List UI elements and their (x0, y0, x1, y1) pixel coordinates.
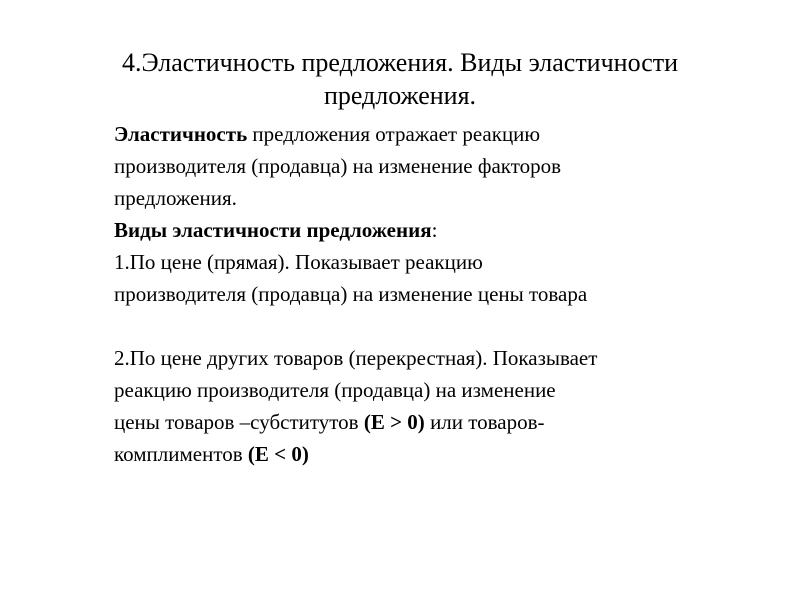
type2-line-1: 2.По цене других товаров (перекрестная). Показывает (114, 346, 598, 370)
slide-title (60, 46, 740, 112)
title-line-2: предложения. (323, 81, 477, 110)
substitutes-condition: (Е > 0) (363, 410, 425, 434)
type2-line-4 (114, 438, 754, 470)
complements-condition: (Е < 0) (247, 442, 309, 466)
types-heading-line (114, 214, 754, 246)
types-heading-colon: : (431, 218, 438, 242)
type1-line-1: 1.По цене (прямая). Показывает реакцию (114, 250, 483, 274)
definition-text-1: предложения отражает реакцию (247, 122, 541, 146)
type1-line-2: производителя (продавца) на изменение цены товара (114, 282, 588, 306)
type2-line-2: реакцию производителя (продавца) на изменение (114, 378, 556, 402)
definition-line-3: предложения. (114, 186, 237, 210)
types-heading: Виды эластичности предложения (114, 218, 432, 242)
definition-line-1 (114, 118, 754, 150)
slide-body (114, 118, 754, 470)
type2-line-4a: комплиментов (114, 442, 248, 466)
title-line-1: 4.Эластичность предложения. Виды эластичности (121, 48, 679, 77)
type2-line-3a: цены товаров –субститутов (114, 410, 364, 434)
definition-line-2: производителя (продавца) на изменение факторов (114, 154, 562, 178)
definition-term: Эластичность (114, 122, 248, 146)
spacer (114, 310, 754, 342)
type2-line-3c: или товаров- (424, 410, 545, 434)
type2-line-3 (114, 406, 754, 438)
